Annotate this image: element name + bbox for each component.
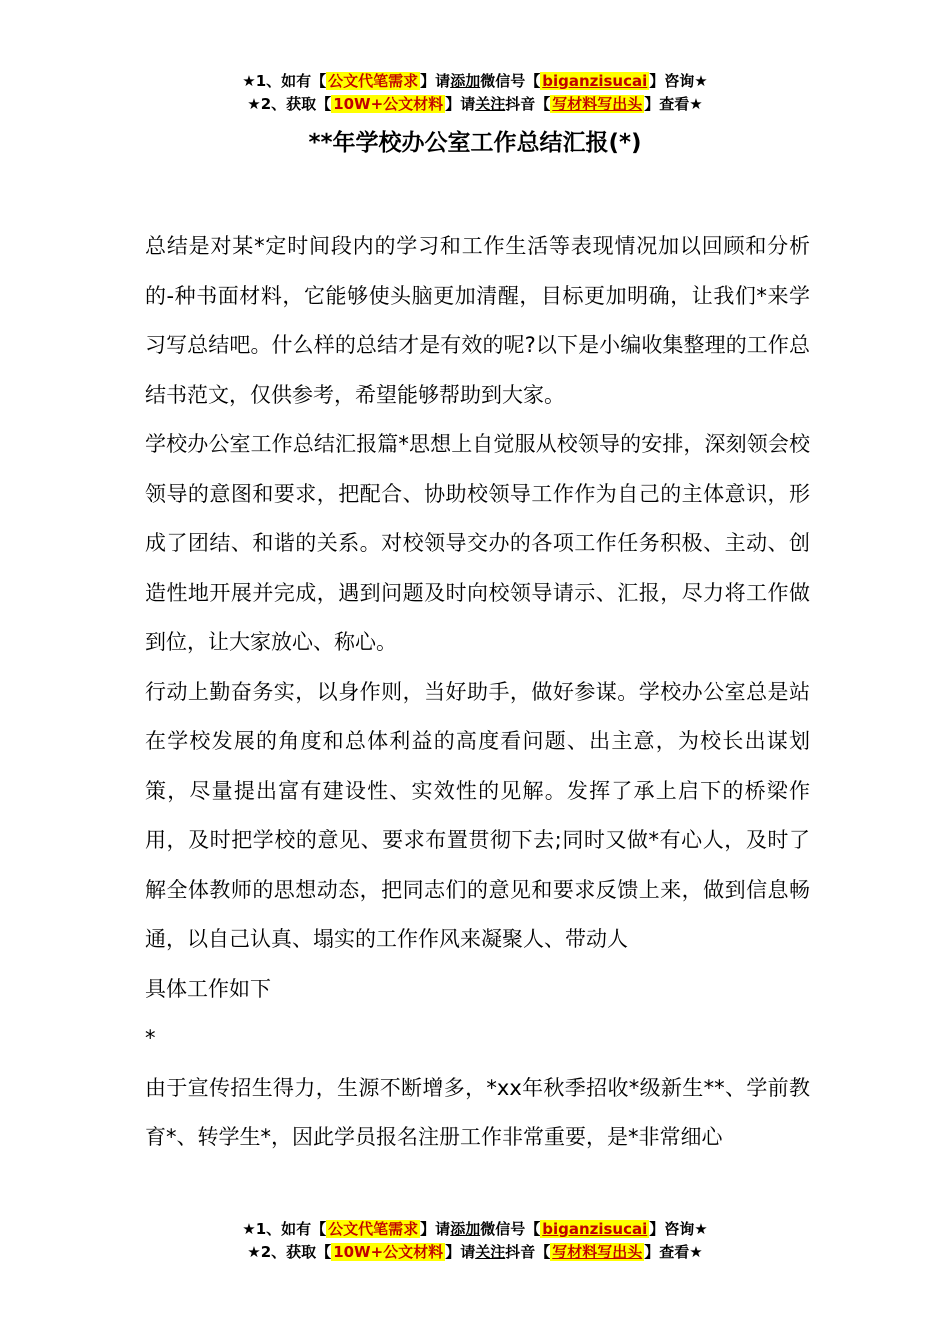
promo-highlight: 公文代笔需求 (328, 72, 419, 90)
promo-text: 】请 (445, 1243, 476, 1261)
promo-underline-text: 添加 (450, 1220, 481, 1238)
promo-underline-text: 添加 (450, 72, 481, 90)
promo-line-1 (0, 1218, 950, 1241)
document-title: **年学校办公室工作总结汇报(*) (308, 130, 642, 156)
promo-highlight: 10W+公文材料 (333, 1243, 444, 1261)
promo-text: ★1、如有【 (242, 1220, 327, 1238)
promo-line-2 (0, 93, 950, 116)
promo-line-1 (0, 70, 950, 93)
promo-highlight: 写材料写出头 (552, 1243, 643, 1261)
promo-text: 】请 (445, 95, 476, 113)
paragraph: 由于宣传招生得力，生源不断增多，*xx年秋季招收*级新生**、学前教育*、转学生*，因此学员报名注册工作非常重要，是*非常细心 (145, 1075, 810, 1149)
promo-highlight: 公文代笔需求 (328, 1220, 419, 1238)
promo-text: 】请 (420, 1220, 451, 1238)
promo-highlight: biganzisucai (542, 72, 648, 90)
promo-banner-top (0, 70, 950, 116)
promo-line-2 (0, 1241, 950, 1264)
promo-text: 抖音【 (505, 1243, 551, 1261)
promo-highlight: biganzisucai (542, 1220, 648, 1238)
paragraph: * (145, 1026, 156, 1050)
promo-underline-text: 关注 (475, 95, 506, 113)
promo-text: 】查看★ (644, 95, 703, 113)
promo-text: 】请 (420, 72, 451, 90)
promo-banner-bottom (0, 1218, 950, 1264)
promo-text: 】咨询★ (649, 72, 708, 90)
promo-text: 】咨询★ (649, 1220, 708, 1238)
promo-underline-text: 关注 (475, 1243, 506, 1261)
paragraph: 学校办公室工作总结汇报篇*思想上自觉服从校领导的安排，深刻领会校领导的意图和要求，把配合、协助校领导工作作为自己的主体意识，形成了团结、和谐的关系。对校领导交办的各项工作任务积极、主动、创造性地开展并完成，遇到问题及时向校领导请示、汇报，尽力将工作做到位，让大家放心、称心。 (145, 432, 810, 654)
paragraph: 具体工作如下 (145, 976, 271, 1001)
promo-text: ★2、获取【 (247, 1243, 332, 1261)
paragraph: 总结是对某*定时间段内的学习和工作生活等表现情况加以回顾和分析的-种书面材料，它能够使头脑更加清醒，目标更加明确，让我们*来学习写总结吧。什么样的总结才是有效的呢?以下是小编收集整理的工作总结书范文，仅供参考，希望能够帮助到大家。 (145, 234, 810, 407)
promo-text: ★2、获取【 (247, 95, 332, 113)
document-body (145, 222, 810, 1163)
promo-text: ★1、如有【 (242, 72, 327, 90)
promo-highlight: 写材料写出头 (552, 95, 643, 113)
promo-text: 微信号【 (480, 1220, 541, 1238)
promo-highlight: 10W+公文材料 (333, 95, 444, 113)
promo-text: 微信号【 (480, 72, 541, 90)
promo-text: 】查看★ (644, 1243, 703, 1261)
paragraph: 行动上勤奋务实，以身作则，当好助手，做好参谋。学校办公室总是站在学校发展的角度和总体利益的高度看问题、出主意，为校长出谋划策，尽量提出富有建设性、实效性的见解。发挥了承上启下的桥梁作用，及时把学校的意见、要求布置贯彻下去;同时又做*有心人，及时了解全体教师的思想动态，把同志们的意见和要求反馈上来，做到信息畅通，以自己认真、塌实的工作作风来凝聚人、带动人 (145, 679, 810, 951)
promo-text: 抖音【 (505, 95, 551, 113)
